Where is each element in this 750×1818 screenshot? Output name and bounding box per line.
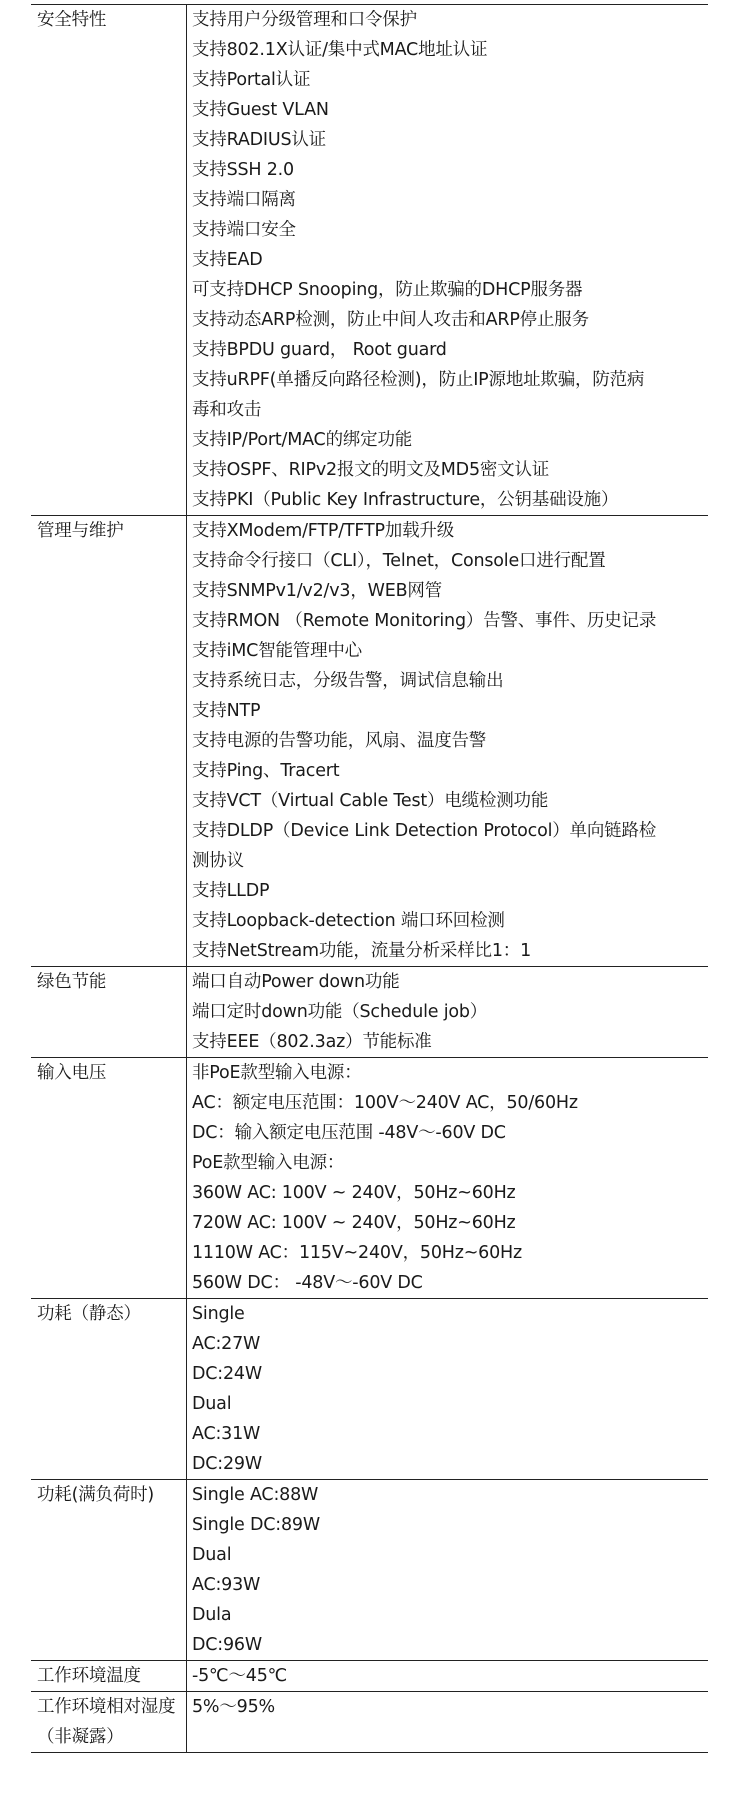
row-value [187,5,709,516]
row-label-text: 工作环境相对湿度（非凝露） [37,1697,176,1747]
value-line: 支持802.1X认证/集中式MAC地址认证 [192,40,488,60]
value-line: 560W DC： -48V～-60V DC [192,1273,423,1293]
row-value [187,516,709,967]
value-line: PoE款型输入电源： [192,1153,345,1173]
value-line: 支持XModem/FTP/TFTP加载升级 [192,521,454,541]
value-line: 支持IP/Port/MAC的绑定功能 [192,430,413,450]
value-line: 支持动态ARP检测，防止中间人攻击和ARP停止服务 [192,310,589,330]
row-value [187,1058,709,1299]
value-line: DC:96W [192,1635,262,1655]
value-line: 1110W AC：115V~240V，50Hz~60Hz [192,1243,522,1263]
value-line: 支持DLDP（Device Link Detection Protocol）单向链路检 [192,821,657,841]
row-label: 安全特性 [31,5,187,516]
value-line: 支持Guest VLAN [192,100,329,120]
spec-row-operating-humidity [31,1692,708,1753]
value-line: 非PoE款型输入电源： [192,1063,362,1083]
value-line: 支持BPDU guard， Root guard [192,340,447,360]
row-label: 输入电压 [31,1058,187,1299]
spec-row-operating-temperature [31,1661,708,1692]
value-line: 支持OSPF、RIPv2报文的明文及MD5密文认证 [192,460,550,480]
row-value [187,967,709,1058]
row-label: 管理与维护 [31,516,187,967]
value-line: 支持用户分级管理和口令保护 [192,10,417,30]
value-spacer [192,1722,708,1752]
spec-row-green-energy [31,967,708,1058]
value-line: Single [192,1304,245,1324]
row-label: 工作环境温度 [31,1661,187,1692]
value-line: 支持RADIUS认证 [192,130,326,150]
value-line: 可支持DHCP Snooping，防止欺骗的DHCP服务器 [192,280,583,300]
value-line: DC:29W [192,1454,262,1474]
value-line: Single AC:88W [192,1485,319,1505]
value-line: DC：输入额定电压范围 -48V～-60V DC [192,1123,506,1143]
value-line: 毒和攻击 [192,400,262,420]
row-value [187,1661,709,1692]
value-line: AC:27W [192,1334,261,1354]
value-line: 支持VCT（Virtual Cable Test）电缆检测功能 [192,791,549,811]
row-label [31,1692,187,1753]
value-line: 端口自动Power down功能 [192,972,400,992]
value-line: 端口定时down功能（Schedule job） [192,1002,488,1022]
spec-row-management [31,516,708,967]
value-line: 支持SSH 2.0 [192,160,294,180]
value-line: 支持RMON （Remote Monitoring）告警、事件、历史记录 [192,611,657,631]
value-line: 支持Loopback-detection 端口环回检测 [192,911,505,931]
value-line: 720W AC: 100V ~ 240V，50Hz~60Hz [192,1213,516,1233]
value-line: 支持端口隔离 [192,190,296,210]
value-line: AC：额定电压范围：100V～240V AC，50/60Hz [192,1093,578,1113]
value-line: 5%～95% [192,1697,275,1717]
spec-row-power-full-load [31,1480,708,1661]
row-label: 功耗(满负荷时) [31,1480,187,1661]
row-label: 功耗（静态） [31,1299,187,1480]
value-line: 支持系统日志，分级告警，调试信息输出 [192,671,504,691]
value-line: 支持EEE（802.3az）节能标准 [192,1032,432,1052]
value-line: AC:31W [192,1424,261,1444]
value-line: 支持Ping、Tracert [192,761,340,781]
value-line: Dual [192,1545,232,1565]
spec-row-input-voltage [31,1058,708,1299]
value-line: Single DC:89W [192,1515,320,1535]
value-line: Dula [192,1605,232,1625]
value-line: 支持uRPF(单播反向路径检测)，防止IP源地址欺骗，防范病 [192,370,645,390]
value-line: 支持NTP [192,701,261,721]
value-line: 支持SNMPv1/v2/v3，WEB网管 [192,581,442,601]
value-line: AC:93W [192,1575,261,1595]
row-value [187,1480,709,1661]
value-line: Dual [192,1394,232,1414]
value-line: -5℃～45℃ [192,1666,288,1686]
value-line: 支持EAD [192,250,263,270]
value-line: 支持iMC智能管理中心 [192,641,362,661]
value-line: 支持命令行接口（CLI），Telnet，Console口进行配置 [192,551,606,571]
value-line: 360W AC: 100V ~ 240V，50Hz~60Hz [192,1183,516,1203]
spec-row-power-static [31,1299,708,1480]
row-value [187,1692,709,1753]
value-line: 支持Portal认证 [192,70,311,90]
value-line: 支持NetStream功能，流量分析采样比1：1 [192,941,532,961]
value-line: 支持PKI（Public Key Infrastructure，公钥基础设施） [192,490,619,510]
value-line: 支持端口安全 [192,220,296,240]
row-label: 绿色节能 [31,967,187,1058]
row-value [187,1299,709,1480]
value-line: DC:24W [192,1364,262,1384]
value-line: 支持LLDP [192,881,270,901]
spec-table [31,4,708,1753]
spec-row-security [31,5,708,516]
value-line: 支持电源的告警功能，风扇、温度告警 [192,731,487,751]
value-line: 测协议 [192,851,244,871]
